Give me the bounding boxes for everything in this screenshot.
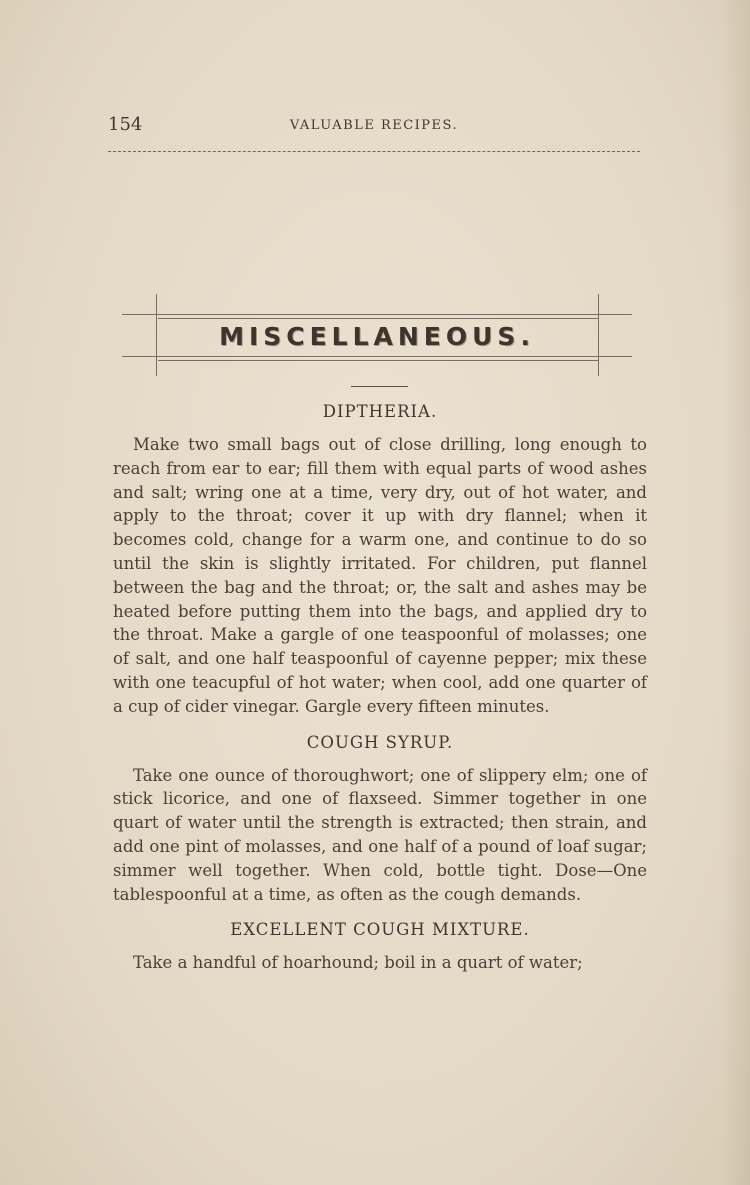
section-divider [351, 386, 408, 387]
running-title: VALUABLE RECIPES. [289, 118, 459, 133]
recipe-title-cough-syrup: COUGH SYRUP. [306, 732, 454, 752]
page-number: 154 [108, 114, 143, 135]
banner-bottom-rule [122, 356, 632, 357]
banner-top-rule [122, 314, 632, 315]
banner-right-rule [598, 294, 599, 376]
recipe-title-diptheria: DIPTHERIA. [322, 402, 438, 421]
banner-bottom-inner-rule [158, 360, 598, 361]
recipe-body-cough-mixture: Take a handful of hoarhound; boil in a quart of water; [133, 953, 583, 973]
section-banner [122, 292, 632, 372]
recipes-content [113, 402, 647, 989]
banner-left-rule [156, 294, 157, 376]
page-edge-shadow [722, 0, 750, 1185]
section-title: MISCELLANEOUS. [219, 322, 535, 351]
header-rule [108, 151, 640, 152]
recipe-body-diptheria: Make two small bags out of close drilling, long enough to reach from ear to ear; fill them with equal parts of wood ashes and salt; wring one at a time, very dry, out of hot water, and apply to the throat; cover it up with dry flannel; when it becomes cold, change for a warm one, and continue to do so until the skin is slightly irritated. For children, put flannel between the bag and the throat; or, the salt and ashes may be heated before putting them into the bags, and applied dry to the throat. Make a gargle of one teaspoonful of molasses; one of salt, and one half teaspoonful of cayenne pepper; mix these with one teacupful of hot water; when cool, add one quarter of a cup of cider vinegar. Gargle every fifteen minutes. [113, 435, 647, 716]
recipe-body-cough-syrup: Take one ounce of thoroughwort; one of slippery elm; one of stick licorice, and one of flaxseed. Simmer together in one quart of water until the strength is extracted; then strain, and add one pint of molasses, and one half of a pound of loaf sugar; simmer well together. When cold, bottle tight. Dose—One tablespoonful at a time, as often as the cough demands. [113, 765, 647, 904]
page-header [108, 114, 640, 138]
recipe-title-cough-mixture: EXCELLENT COUGH MIXTURE. [230, 920, 530, 940]
banner-top-inner-rule [158, 318, 598, 319]
